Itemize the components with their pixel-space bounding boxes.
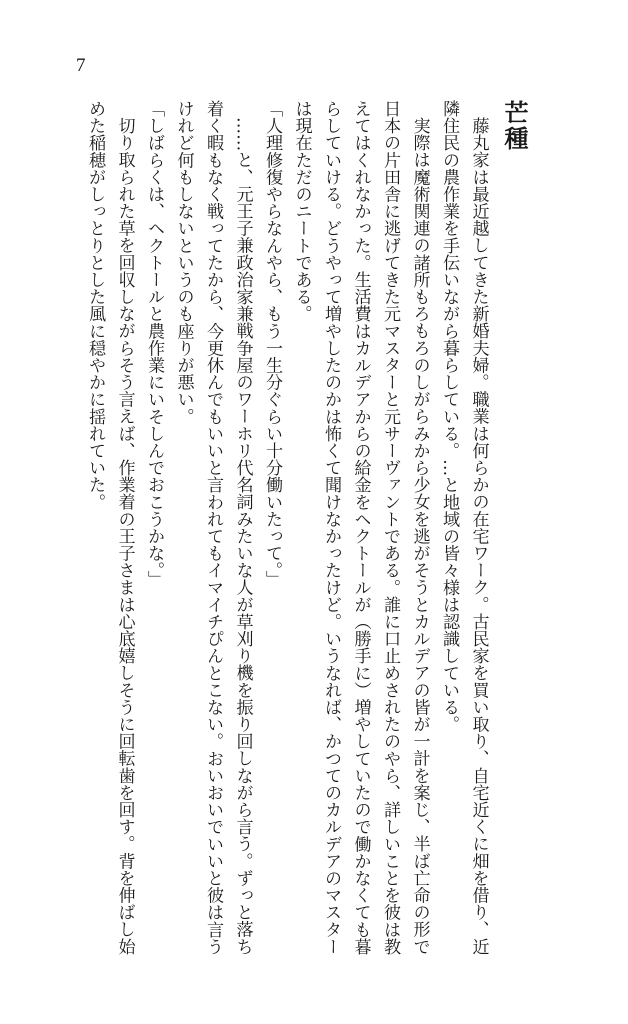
chapter-title: 芒種 <box>500 100 528 152</box>
paragraph-2: 実際は魔術関連の諸所もろもろのしがらみから少女を逃がそうとカルデアの皆が一計を案じ、半ば亡命の形で日本の片田舎に逃げてきた元マスターと元サーヴァントである。誰に口止めされたのやら、詳しいことを彼は教えてはくれなかった。生活費はカルデアからの給金をヘクトールが（勝手に）増やしていたので働かなくても暮らしていける。どうやって増やしたのかは怖くて聞けなかったけど。いうなれば、かつてのカルデアのマスターは現在ただのニートである。 <box>291 100 430 955</box>
vertical-text-body <box>78 100 528 960</box>
dialogue-line-2: 「しばらくは、ヘクトールと農作業にいそしんでおこうかな。」 <box>144 100 164 588</box>
page-number: 7 <box>76 55 86 76</box>
paragraph-3: ……と、元王子兼政治家兼戦争屋のワーホリ代名詞みたいな人が草刈り機を振り回しながら言う。ずっと落ち着く暇もなく戦ってたから、今更休んでもいいと言われてもイマイチぴんとこない。おいおいでいいと彼は言うけれど何もしないというのも座りが悪い。 <box>173 100 253 955</box>
dialogue-line-1: 「人理修復やらなんやら、もう一生分ぐらい十分働いたって。」 <box>262 100 282 588</box>
paragraph-1: 藤丸家は最近越してきた新婚夫婦。職業は何らかの在宅ワーク。古民家を買い取り、自宅近くに畑を借り、近隣住民の農作業を手伝いながら暮らしている。…と地域の皆々様は認識している。 <box>439 100 489 955</box>
paragraph-4: 切り取られた草を回収しながらそう言えば、作業着の王子さまは心底嬉しそうに回転歯を回す。背を伸ばし始めた稲穂がしっとりとした風に穏やかに揺れていた。 <box>85 100 135 955</box>
